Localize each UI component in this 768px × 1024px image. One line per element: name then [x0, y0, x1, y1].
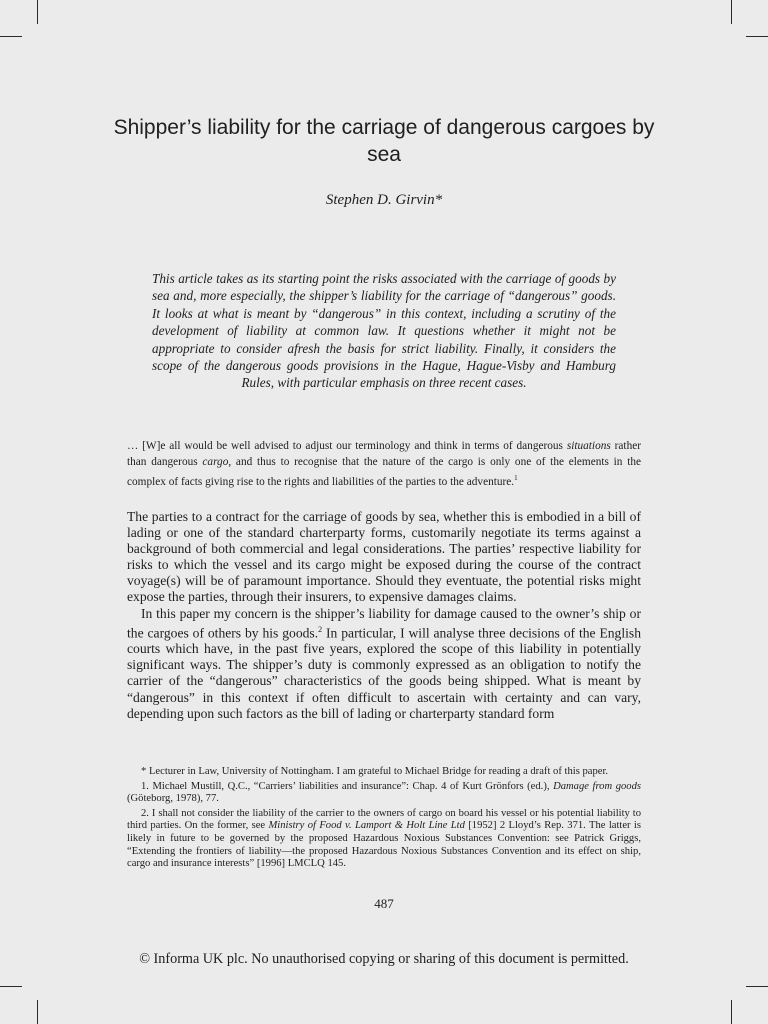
footnote-book-title: Damage from goods — [553, 780, 642, 792]
footnote-2 — [127, 808, 641, 871]
crop-mark — [731, 0, 732, 24]
epigraph-quote — [127, 438, 641, 490]
crop-mark — [37, 0, 38, 24]
page-number: 487 — [374, 896, 394, 911]
epigraph-text: rather than dangerous — [127, 440, 641, 469]
paragraph-text: In particular, I will analyse three decisions of the English courts which have, in the past five years, explored the scope of this liability in potentially significant ways. The shipper’s duty is commonly expressed as an obligation to notify the carrier of the “dangerous” characteristics of the goods being shipped. What is meant by “dangerous” in this context if often difficult to ascertain with certainty and can vary, depending upon such factors as the bill of lading or charterparty standard form — [127, 625, 641, 721]
paragraph: The parties to a contract for the carriage of goods by sea, whether this is embodied in a bill of lading or one of the standard charterparty forms, customarily negotiate its terms against a background of both commercial and legal considerations. The parties’ respective liability for risks to which the vessel and its cargo might be exposed during the course of the contract voyage(s) will be of paramount importance. Should they eventuate, the potential risks might expose the parties, through their insurers, to expensive damages claims. — [127, 509, 641, 605]
footnotes — [127, 766, 641, 871]
copyright-notice: © Informa UK plc. No unauthorised copying or sharing of this document is permitted. — [139, 951, 629, 967]
epigraph-text: , and thus to recognise that the nature of the cargo is only one of the elements in the complex of facts giving rise to the rights and liabilities of the parties to the adventure. — [127, 456, 641, 489]
footnote-text: 1. Michael Mustill, Q.C., “Carriers’ liabilities and insurance”: Chap. 4 of Kurt Grönfors (ed.), — [141, 780, 554, 792]
footnote-case-name: Ministry of Food v. Lamport & Holt Line Ltd — [268, 820, 465, 832]
footnote-text: 2. I shall not consider the liability of the carrier to the owners of cargo on board his vessel or his potential liability to third parties. On the former, see — [127, 807, 641, 832]
crop-mark — [37, 1000, 38, 1024]
body-text — [127, 509, 641, 722]
footnote-ref: 1 — [514, 474, 518, 483]
crop-mark — [746, 986, 768, 987]
footnote-ref: 2 — [318, 624, 323, 634]
footnote-author: * Lecturer in Law, University of Nottingham. I am grateful to Michael Bridge for reading a draft of this paper. — [141, 766, 609, 777]
crop-mark — [0, 986, 22, 987]
footnote-text: [1952] 2 Lloyd’s Rep. 371. The latter is likely in future to be governed by the proposed Hazardous Noxious Substances Convention: see Patrick Griggs, “Extending the frontiers of liability—the proposed Hazardous Noxious Substances Convention and its effect on ship, cargo and insurance interests” [1996] LMCLQ 145. — [127, 820, 641, 870]
crop-mark — [0, 36, 22, 37]
crop-mark — [731, 1000, 732, 1024]
footnote-1 — [127, 781, 641, 806]
crop-mark — [746, 36, 768, 37]
footnote-text: (Göteborg, 1978), 77. — [127, 793, 219, 805]
article-abstract: This article takes as its starting point the risks associated with the carriage of goods by sea and, more especially, the shipper’s liability for the carriage of “dangerous” goods. It looks at what is meant by “dangerous” in this context, including a scrutiny of the development of liability at common law. It questions whether it might not be appropriate to consider afresh the basis for strict liability. Finally, it considers the scope of the dangerous goods provisions in the Hague, Hague-Visby and Hamburg Rules, with particular emphasis on three recent cases. — [152, 271, 616, 391]
epigraph-emphasis: cargo — [202, 456, 229, 469]
paragraph-text: In this paper my concern is the shipper’s liability for damage caused to the owner’s ship or the cargoes of others by his goods. — [127, 605, 641, 641]
epigraph-emphasis: situations — [566, 440, 611, 452]
article-title: Shipper’s liability for the carriage of dangerous cargoes by sea — [113, 116, 655, 166]
article-author: Stephen D. Girvin* — [325, 192, 443, 208]
paragraph — [127, 606, 641, 722]
epigraph-text: … [W]e all would be well advised to adjust our terminology and think in terms of dangerous — [127, 440, 567, 452]
